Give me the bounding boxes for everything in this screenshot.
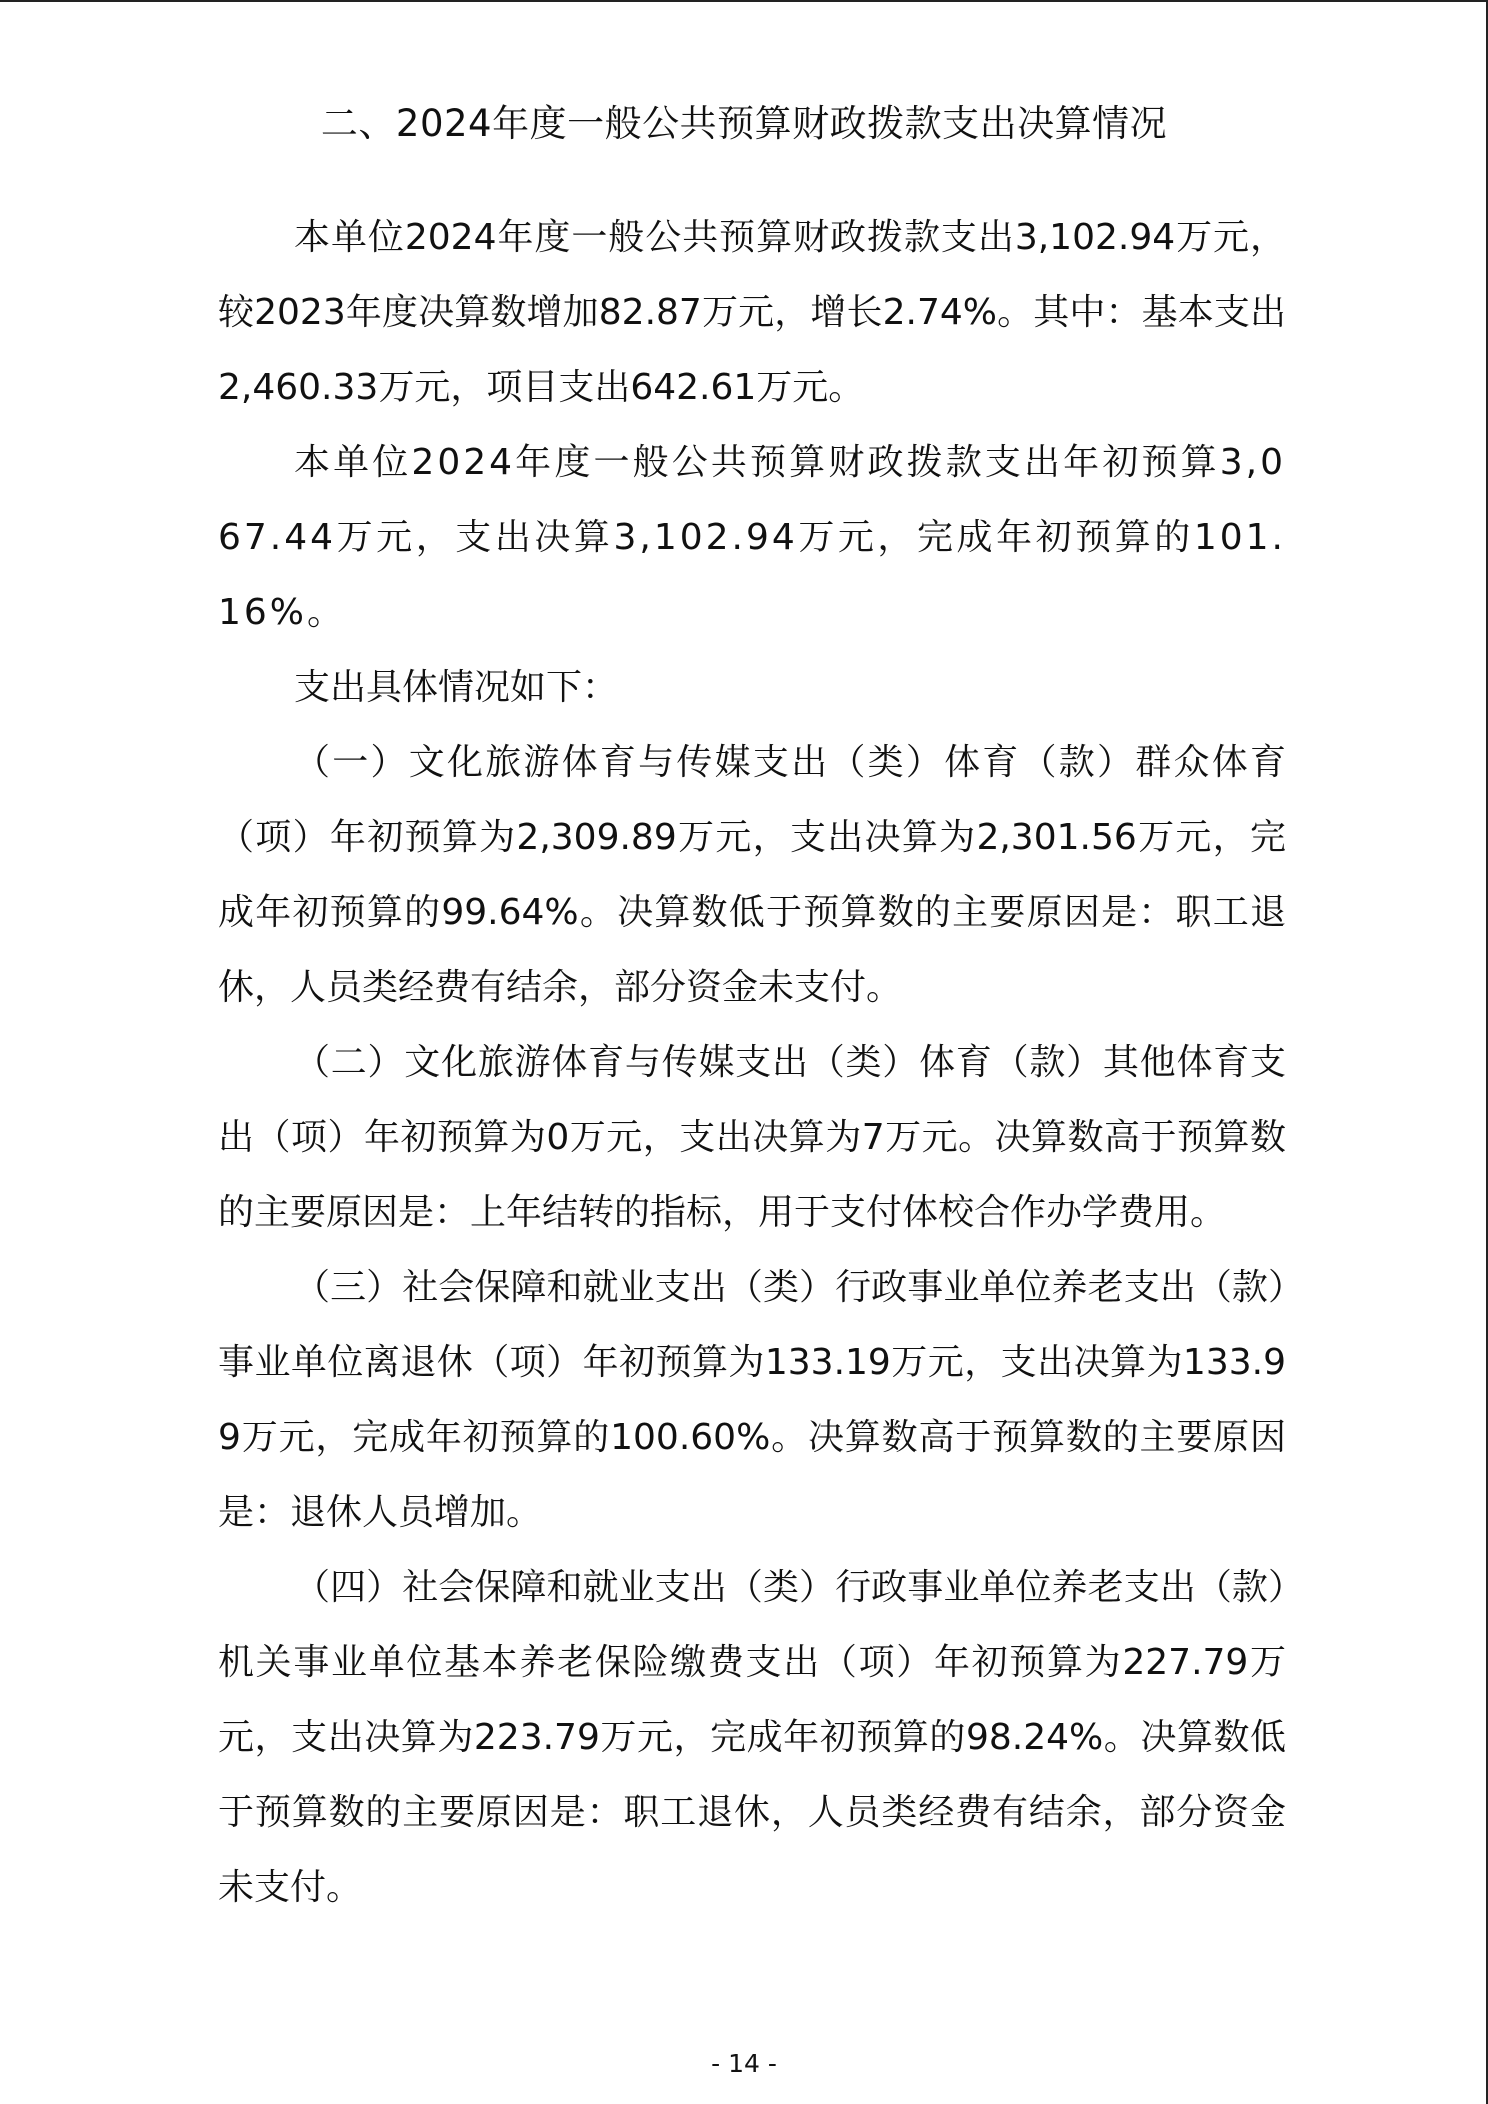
paragraph-intro: 支出具体情况如下： xyxy=(294,667,619,708)
body-text xyxy=(218,200,1286,1925)
paragraph-item-3: （三）社会保障和就业支出（类）行政事业单位养老支出（款）事业单位离退休（项）年初预算为133.19万元，支出决算为133.99万元，完成年初预算的100.60%。决算数高于预算数的主要原因是：退休人员增加。 xyxy=(218,1267,1286,1533)
section-title: 二、2024年度一般公共预算财政拨款支出决算情况 xyxy=(320,102,1168,145)
page-number: - 14 - xyxy=(711,2049,777,2078)
paragraph-summary: 本单位2024年度一般公共预算财政拨款支出3,102.94万元，较2023年度决算数增加82.87万元，增长2.74%。其中：基本支出2,460.33万元，项目支出642.61万元。 xyxy=(218,217,1286,408)
paragraph-item-1: （一）文化旅游体育与传媒支出（类）体育（款）群众体育（项）年初预算为2,309.89万元，支出决算为2,301.56万元，完成年初预算的99.64%。决算数低于预算数的主要原因是：职工退休，人员类经费有结余，部分资金未支付。 xyxy=(218,742,1286,1008)
paragraph-item-4: （四）社会保障和就业支出（类）行政事业单位养老支出（款）机关事业单位基本养老保险缴费支出（项）年初预算为227.79万元，支出决算为223.79万元，完成年初预算的98.24%。决算数低于预算数的主要原因是：职工退休，人员类经费有结余，部分资金未支付。 xyxy=(218,1567,1286,1908)
paragraph-item-2: （二）文化旅游体育与传媒支出（类）体育（款）其他体育支出（项）年初预算为0万元，支出决算为7万元。决算数高于预算数的主要原因是：上年结转的指标，用于支付体校合作办学费用。 xyxy=(218,1042,1286,1233)
paragraph-budget-completion: 本单位2024年度一般公共预算财政拨款支出年初预算3,067.44万元，支出决算3,102.94万元，完成年初预算的101.16%。 xyxy=(218,442,1286,633)
